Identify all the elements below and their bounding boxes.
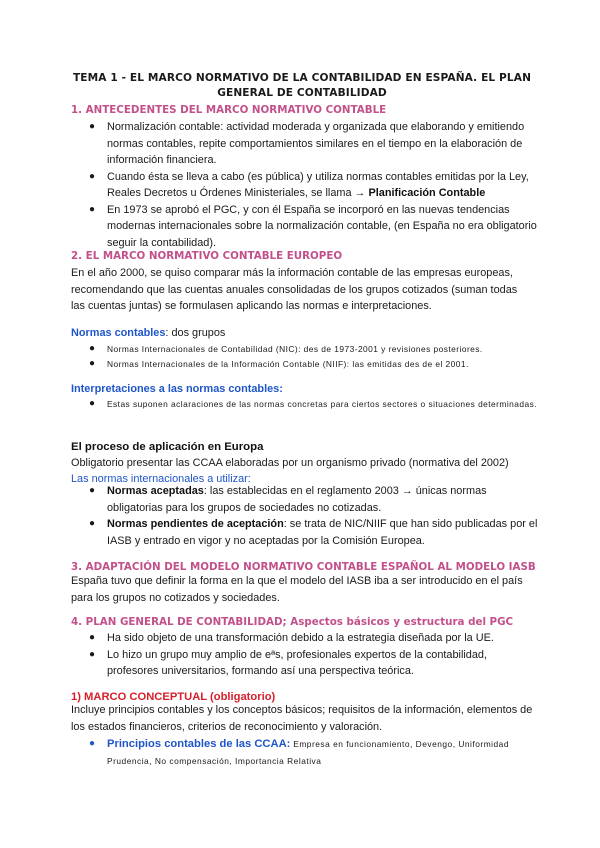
list-item: ● Lo hizo un grupo muy amplio de eªs, profesionales expertos de la contabilidad, profesores universitarios, formando así una perspectiva teórica. [89,648,487,677]
title-line-1: TEMA 1 - EL MARCO NORMATIVO DE LA CONTABILIDAD EN ESPAÑA. EL PLAN [72,72,532,84]
interpretaciones-label: Interpretaciones a las normas contables: [71,383,283,395]
marco-conceptual-paragraph: Incluye principios contables y los conceptos básicos; requisitos de la información, elementos de los estados financieros, criterios de reconocimiento y valoración. [71,704,533,733]
bullet-icon: ● [89,648,96,660]
list-item: ● Normalización contable: actividad moderada y organizada que elaborando y emitiendo normas contables, repite comportamientos similares en el tiempo en la elaboración de información financiera. [89,121,525,166]
list-item: ● Normas Internacionales de Contabilidad (NIC): des de 1973-2001 y revisiones posteriores. [71,342,541,357]
section-2-heading: 2. EL MARCO NORMATIVO CONTABLE EUROPEO [71,250,343,262]
bullet-icon: ● [89,485,96,496]
bullet-icon: ● [89,170,96,182]
process-heading: El proceso de aplicación en Europa [71,441,264,453]
planificacion-contable-term: Planificación Contable [368,187,486,199]
normas-bullets [71,342,541,371]
document-title [68,71,536,101]
interpretaciones-line [71,381,531,398]
bullet-icon: ● [89,398,96,409]
bullet-icon: ● [89,738,96,749]
normas-contables-line: Normas contables: dos grupos [71,327,226,339]
bullet-icon: ● [89,518,96,529]
principios-label: Principios contables de las CCAA: [107,738,291,750]
section-2-paragraph: En el año 2000, se quiso comparar más la información contable de las empresas europeas, recomendando que las cuentas anuales consolidadas de los grupos cotizados (suman todas las cuentas juntas) se formulasen aplicando las normas e interpretaciones. [71,267,518,312]
principles-bullets [71,736,541,770]
section-3-paragraph: España tuvo que definir la forma en la que el modelo del IASB iba a ser introducido en el país para los grupos no cotizados y sociedades. [71,575,523,604]
list-item: ● Ha sido objeto de una transformación debido a la estrategia diseñada por la UE. [71,630,541,647]
bullet-icon: ● [89,357,96,369]
normas-utilizar-link[interactable]: Las normas internacionales a utilizar: [71,473,251,485]
section-1-heading: 1. ANTECEDENTES DEL MARCO NORMATIVO CONTABLE [71,104,387,116]
process-bullets [71,483,541,549]
list-item [71,736,541,770]
list-item: ● Normas aceptadas: las establecidas en el reglamento 2003 → únicas normas obligatorias para los grupos de sociedades no cotizadas. [89,485,487,514]
bullet-icon: ● [89,203,96,215]
process-line: Obligatorio presentar las CCAA elaboradas por un organismo privado (normativa del 2002) [71,457,509,469]
principios-text: Empresa en funcionamiento, Devengo, Uniformidad Prudencia, No compensación, Importancia Relativa [107,739,509,766]
marco-conceptual-heading: 1) MARCO CONCEPTUAL (obligatorio) [71,691,276,703]
section-4-bullets [71,630,541,680]
section-1-bullets [71,119,541,251]
list-item: ● Estas suponen aclaraciones de las normas concretas para ciertos sectores o situaciones determinadas. [71,397,541,412]
list-item: ● Normas pendientes de aceptación: se trata de NIC/NIIF que han sido publicadas por el IASB y entrado en vigor y no aceptadas por la Comisión Europea. [89,518,538,547]
interpretaciones-bullets [71,397,541,412]
section-3-heading: 3. ADAPTACIÓN DEL MODELO NORMATIVO CONTABLE ESPAÑOL AL MODELO IASB [71,561,536,573]
list-item: ● Cuando ésta se lleva a cabo (es pública) y utiliza normas contables emitidas por la Ley, Reales Decretos u Órdenes Ministeriales, se llama → Planificación Contable [89,170,529,199]
list-item: ● Normas Internacionales de la Información Contable (NIIF): las emitidas des de el 2001. [71,357,541,372]
list-item: ● En 1973 se aprobó el PGC, y con él España se incorporó en las nuevas tendencias modernas internacionales sobre la normalización contable, (en España no era obligatorio seguir la contabilidad). [89,203,537,249]
title-line-2: GENERAL DE CONTABILIDAD [217,87,387,99]
bullet-icon: ● [89,121,96,132]
normas-contables-label: Normas contables [71,327,166,339]
bullet-icon: ● [89,632,96,643]
bullet-icon: ● [89,343,96,354]
section-4-heading: 4. PLAN GENERAL DE CONTABILIDAD; Aspectos básicos y estructura del PGC [71,616,514,628]
